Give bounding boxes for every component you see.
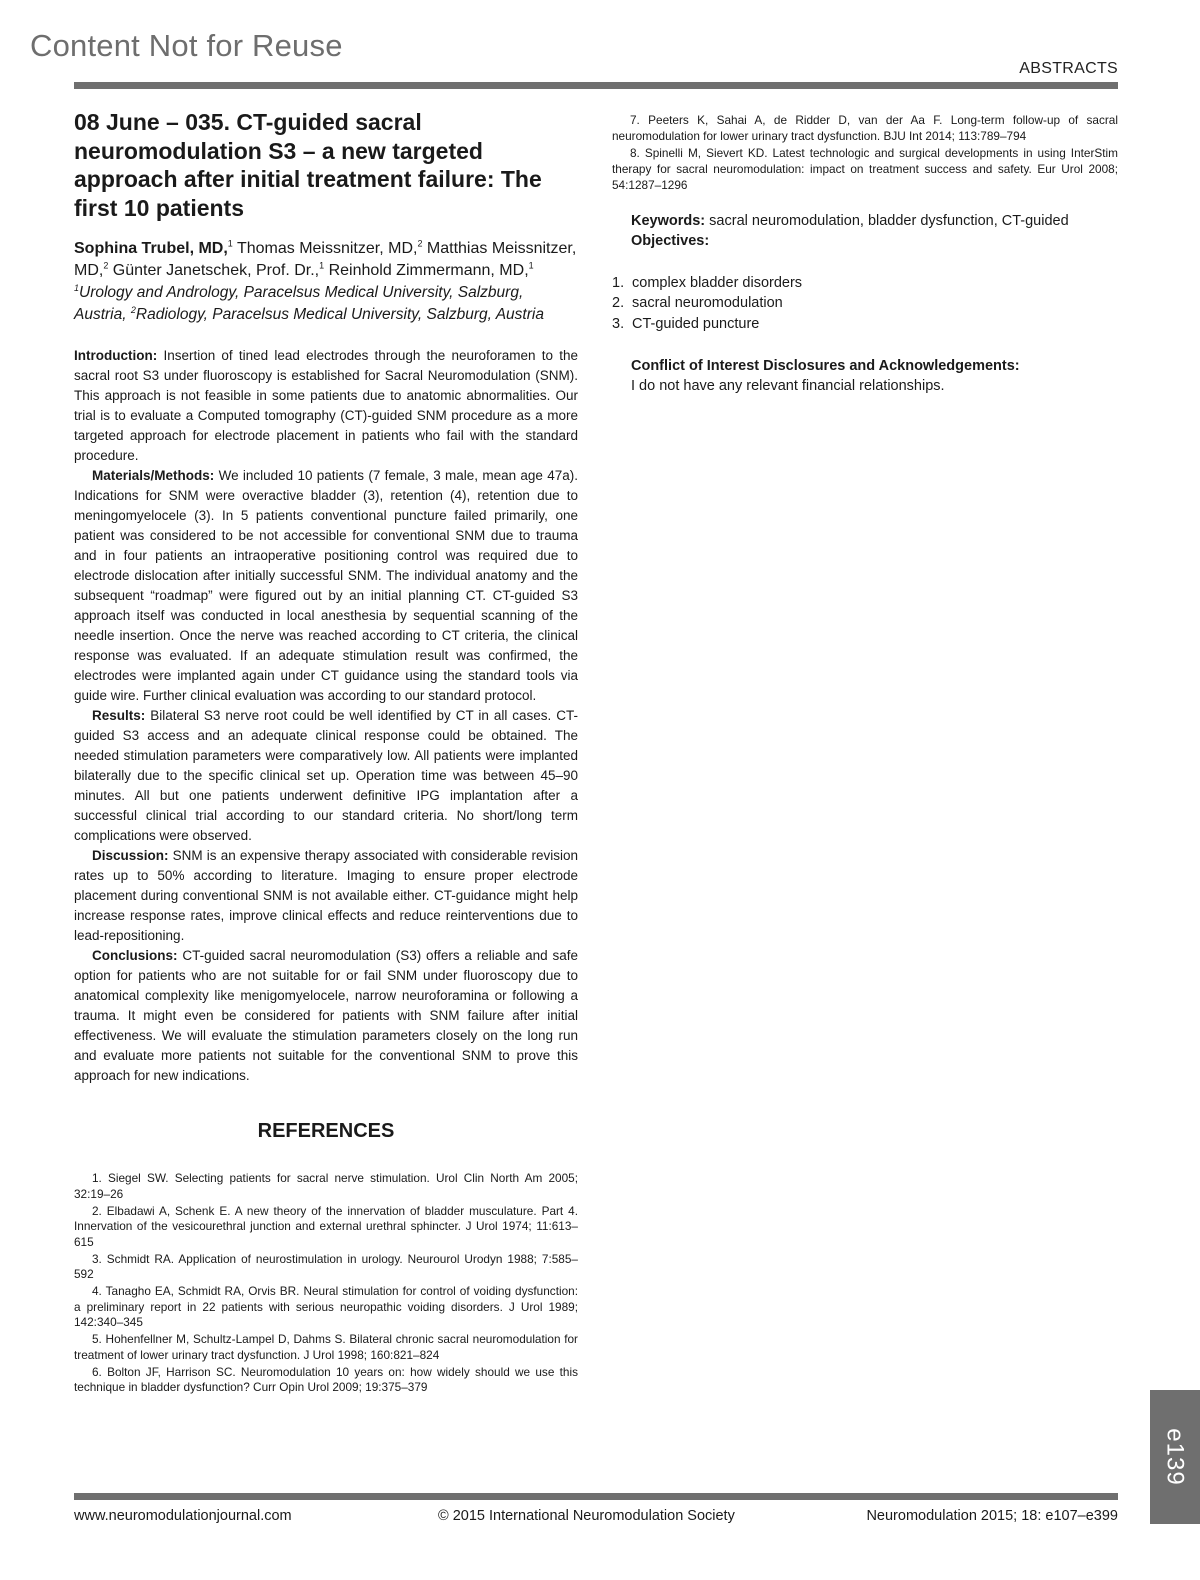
objectives-list — [612, 273, 1118, 335]
right-column — [612, 112, 1118, 396]
section-text: Insertion of tined lead electrodes through the neuroforamen to the sacral root S3 under fluoroscopy is established for Sacral Neuromodulation (SNM). This approach is not feasible in some patients due to anatomic abnormalities. Our trial is to evaluate a Computed tomography (CT)-guided SNM procedure as a more targeted approach for electrode placement in patients who fail with the standard procedure. — [74, 348, 578, 463]
section-text: Bilateral S3 nerve root could be well identified by CT in all cases. CT-guided S3 access and an adequate clinical response could be obtained. The needed stimulation parameters were comparatively low. All patients were implanted bilaterally due to the specific clinical set up. Operation time was between 45–90 minutes. All but one patients underwent definitive IPG implantation after a successful clinical trial according to our standard criteria. No short/long term complications were observed. — [74, 708, 578, 843]
page-number: e139 — [1162, 1428, 1190, 1486]
reference-item: 8. Spinelli M, Sievert KD. Latest technologic and surgical developments in using InterStim therapy for sacral neuromodulation: impact on treatment success and safety. Eur Urol 2008; 54:1287–1296 — [612, 145, 1118, 192]
affiliations — [74, 282, 578, 326]
list-text: sacral neuromodulation — [632, 295, 783, 311]
journal-website: www.neuromodulationjournal.com — [74, 1508, 292, 1524]
section-label: ABSTRACTS — [1019, 60, 1118, 77]
footer-rule — [74, 1493, 1118, 1500]
author-name: Thomas Meissnitzer, MD, — [236, 240, 418, 257]
section-label: Discussion: — [92, 848, 169, 863]
section-discussion — [74, 846, 578, 946]
coi-text: I do not have any relevant financial relationships. — [631, 378, 945, 394]
journal-citation: Neuromodulation 2015; 18: e107–e399 — [866, 1508, 1118, 1524]
author-name: Reinhold Zimmermann, MD, — [328, 262, 529, 279]
section-text: CT-guided sacral neuromodulation (S3) offers a reliable and safe option for patients who are not suitable for or fail SNM under fluoroscopy due to anatomical complexity like menigomyelocele, narrow neuroforamina or following a trauma. It might even be considered for patients with SNM failure after initial effectiveness. We will evaluate the stimulation parameters closely on the long run and evaluate more patients not suitable for the conventional SNM to prove this approach for new indications. — [74, 948, 578, 1083]
section-results — [74, 706, 578, 846]
section-methods — [74, 466, 578, 706]
affil-sup: 2 — [130, 304, 136, 315]
reference-item: 6. Bolton JF, Harrison SC. Neuromodulation 10 years on: how widely should we use this technique in bladder dysfunction? Curr Opin Urol 2009; 19:375–379 — [74, 1364, 578, 1394]
list-number: 2. — [612, 295, 625, 311]
reference-item: 3. Schmidt RA. Application of neurostimulation in urology. Neurourol Urodyn 1988; 7:585–592 — [74, 1251, 578, 1281]
page-number-tab — [1150, 1390, 1200, 1524]
affil-sup: 1 — [74, 282, 80, 293]
section-label: Materials/Methods: — [92, 468, 215, 483]
reference-item: 4. Tanagho EA, Schmidt RA, Orvis BR. Neural stimulation for control of voiding dysfunction: a preliminary report in 22 patients with serious neuropathic voiding disorders. J Urol 1989; 142:340–345 — [74, 1284, 578, 1329]
author-sup: 1 — [319, 260, 325, 271]
author-sup: 1 — [227, 238, 233, 249]
reference-item: 2. Elbadawi A, Schenk E. A new theory of the innervation of bladder musculature. Part 4. Innervation of the vesicourethral junction and external urethral sphincter. J Urol 1974; 11:613–615 — [74, 1203, 578, 1249]
list-number: 3. — [612, 315, 625, 332]
abstract-body — [74, 346, 578, 1086]
section-conclusions — [74, 946, 578, 1086]
article-title: 08 June – 035. CT-guided sacral neuromodulation S3 – a new targeted approach after initial treatment failure: The first 10 patients — [74, 109, 542, 221]
reference-item: 1. Siegel SW. Selecting patients for sacral nerve stimulation. Urol Clin North Am 2005; 32:19–26 — [74, 1171, 578, 1201]
keywords-text: sacral neuromodulation, bladder dysfunction, CT-guided — [709, 212, 1069, 229]
author-sup: 2 — [417, 238, 423, 249]
coi-heading: Conflict of Interest Disclosures and Acknowledgements: — [631, 358, 1020, 374]
list-text: CT-guided puncture — [632, 315, 760, 332]
objectives-label: Objectives: — [631, 232, 710, 249]
section-text: SNM is an expensive therapy associated with considerable revision rates up to 50% according to literature. Imaging to ensure proper electrode placement during conventional SNM is not available either. CT-guidance might help increase response rates, improve clinical effects and reduce reinterventions due to lead-repositioning. — [74, 848, 578, 943]
section-label: Conclusions: — [92, 948, 178, 963]
reference-item: 7. Peeters K, Sahai A, de Ridder D, van der Aa F. Long-term follow-up of sacral neuromodulation for lower urinary tract dysfunction. BJU Int 2014; 113:789–794 — [612, 113, 1118, 143]
list-text: complex bladder disorders — [632, 274, 803, 291]
author-name: Günter Janetschek, Prof. Dr., — [112, 262, 320, 279]
list-item — [612, 273, 1118, 294]
affiliation: Radiology, Paracelsus Medical University, Salzburg, Austria — [135, 306, 544, 323]
author-sup: 2 — [103, 260, 109, 271]
list-item — [612, 293, 1118, 314]
section-text: We included 10 patients (7 female, 3 male, mean age 47a). Indications for SNM were overactive bladder (3), retention (4), retention due to meningomyelocele (3). In 5 patients conventional puncture failed primarily, one patient was considered to be not accessible for conventional SNM due to trauma and in four patients an intraoperative positioning control was required due to electrode dislocation after initially successful SNM. The individual anatomy and the subsequent “roadmap” were figured out by an initial planning CT. CT-guided S3 approach itself was conducted in local anesthesia by sequential scanning of the needle insertion. Once the nerve was reached according to CT criteria, the clinical response was evaluated. If an adequate stimulation result was confirmed, the electrodes were implanted again under CT guidance using the standard tools via guide wire. Further clinical evaluation was according to our standard protocol. — [74, 468, 578, 703]
references-heading: REFERENCES — [257, 1120, 395, 1142]
author-sup: 1 — [528, 260, 534, 271]
section-introduction — [74, 346, 578, 466]
reference-item: 5. Hohenfellner M, Schultz-Lampel D, Dahms S. Bilateral chronic sacral neuromodulation for treatment of lower urinary tract dysfunction. J Urol 1998; 160:821–824 — [74, 1332, 578, 1362]
content-watermark: Content Not for Reuse — [30, 28, 343, 63]
references-continued — [612, 112, 1118, 193]
keywords-label: Keywords: — [631, 212, 706, 229]
copyright-notice: © 2015 International Neuromodulation Society — [438, 1508, 735, 1524]
author-name: Matthias Meissnitzer, MD, — [74, 240, 577, 279]
references-list — [74, 1171, 578, 1396]
left-column — [74, 108, 578, 1397]
list-item — [612, 314, 1118, 335]
list-number: 1. — [612, 274, 625, 291]
section-label: Results: — [92, 708, 146, 723]
author-block — [74, 238, 578, 326]
keywords — [612, 211, 1118, 251]
affiliation: Urology and Andrology, Paracelsus Medical University, Salzburg, Austria, — [74, 284, 524, 323]
section-label: Introduction: — [74, 348, 158, 363]
author-name: Sophina Trubel, MD, — [74, 240, 228, 257]
header-rule — [74, 82, 1118, 89]
